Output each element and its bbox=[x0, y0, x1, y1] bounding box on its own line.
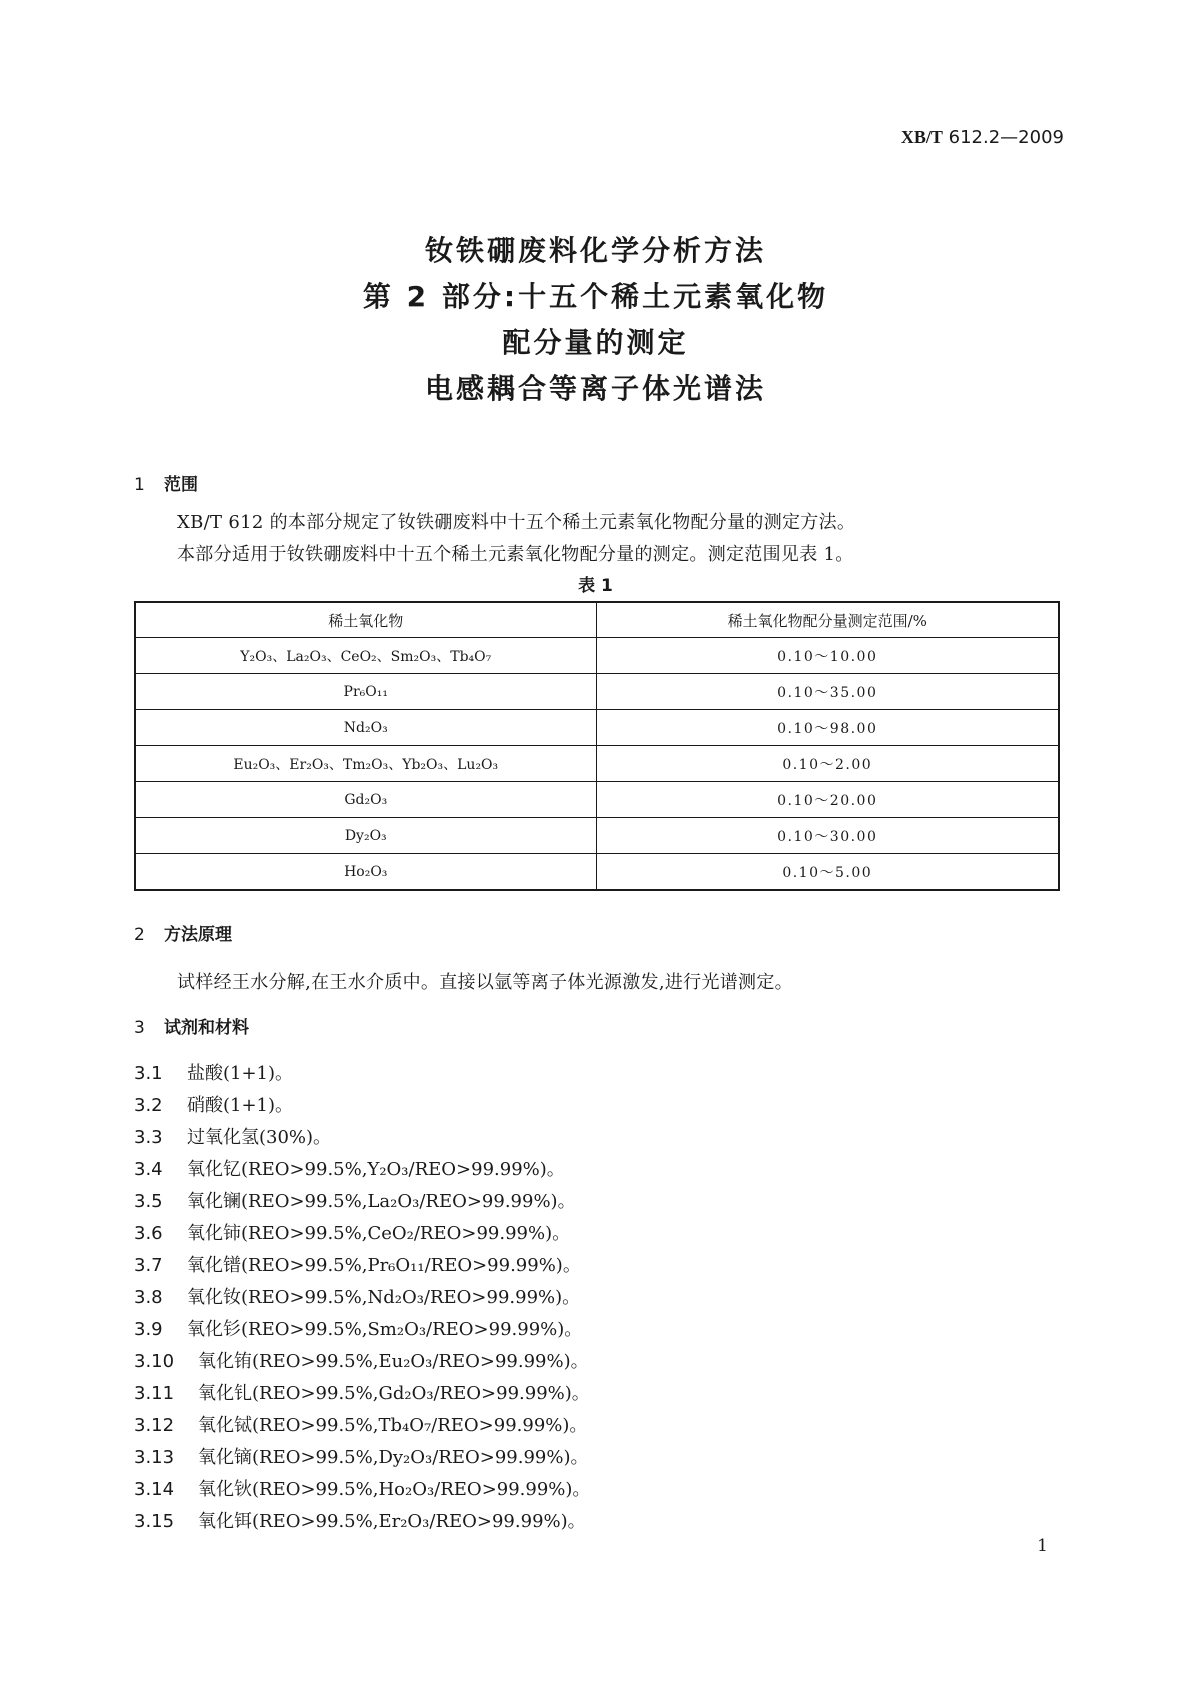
range-cell: 0.10～5.00 bbox=[596, 854, 1059, 891]
section-2-paragraph: 试样经王水分解,在王水介质中。直接以氩等离子体光源激发,进行光谱测定。 bbox=[177, 972, 793, 993]
item-number: 3.1 bbox=[134, 1063, 163, 1084]
oxide-cell: Pr₆O₁₁ bbox=[135, 674, 596, 710]
range-cell: 0.10～98.00 bbox=[596, 710, 1059, 746]
list-item bbox=[134, 1154, 590, 1186]
list-item bbox=[134, 1314, 590, 1346]
item-text: 氧化钕(REO>99.5%,Nd₂O₃/REO>99.99%)。 bbox=[187, 1287, 581, 1308]
table-header-row bbox=[135, 602, 1059, 638]
item-text: 氧化镧(REO>99.5%,La₂O₃/REO>99.99%)。 bbox=[187, 1191, 576, 1212]
section-2-heading bbox=[134, 920, 232, 945]
reagent-list bbox=[134, 1058, 590, 1538]
list-item bbox=[134, 1058, 590, 1090]
section-3-number: 3 bbox=[134, 1018, 145, 1038]
list-item bbox=[134, 1282, 590, 1314]
table-row bbox=[135, 854, 1059, 891]
list-item bbox=[134, 1410, 590, 1442]
range-cell: 0.10～35.00 bbox=[596, 674, 1059, 710]
item-number: 3.8 bbox=[134, 1287, 163, 1308]
list-item bbox=[134, 1346, 590, 1378]
section-3-title: 试剂和材料 bbox=[164, 1018, 249, 1038]
item-text: 氧化钐(REO>99.5%,Sm₂O₃/REO>99.99%)。 bbox=[187, 1319, 583, 1340]
range-cell: 0.10～10.00 bbox=[596, 638, 1059, 674]
section-2-title: 方法原理 bbox=[164, 925, 232, 945]
oxide-cell: Ho₂O₃ bbox=[135, 854, 596, 891]
range-cell: 0.10～20.00 bbox=[596, 782, 1059, 818]
oxide-cell: Nd₂O₃ bbox=[135, 710, 596, 746]
item-text: 氧化铒(REO>99.5%,Er₂O₃/REO>99.99%)。 bbox=[198, 1511, 586, 1532]
item-number: 3.3 bbox=[134, 1127, 163, 1148]
section-1-title: 范围 bbox=[164, 475, 198, 495]
item-number: 3.4 bbox=[134, 1159, 163, 1180]
title-line-3: 配分量的测定 bbox=[502, 326, 689, 359]
table-row bbox=[135, 746, 1059, 782]
item-number: 3.9 bbox=[134, 1319, 163, 1340]
item-text: 硝酸(1+1)。 bbox=[187, 1095, 294, 1116]
range-cell: 0.10～30.00 bbox=[596, 818, 1059, 854]
table-header-oxide: 稀土氧化物 bbox=[135, 602, 596, 638]
item-number: 3.15 bbox=[134, 1511, 175, 1532]
item-text: 氧化镝(REO>99.5%,Dy₂O₃/REO>99.99%)。 bbox=[198, 1447, 589, 1468]
item-text: 盐酸(1+1)。 bbox=[187, 1063, 294, 1084]
oxide-cell: Gd₂O₃ bbox=[135, 782, 596, 818]
title-line-4: 电感耦合等离子体光谱法 bbox=[424, 372, 766, 405]
item-text: 氧化铽(REO>99.5%,Tb₄O₇/REO>99.99%)。 bbox=[198, 1415, 588, 1436]
section-1-heading bbox=[134, 470, 198, 495]
item-number: 3.12 bbox=[134, 1415, 175, 1436]
page-number: 1 bbox=[1037, 1536, 1048, 1556]
list-item bbox=[134, 1442, 590, 1474]
standard-code bbox=[901, 127, 1064, 148]
table-row bbox=[135, 818, 1059, 854]
item-number: 3.7 bbox=[134, 1255, 163, 1276]
list-item bbox=[134, 1186, 590, 1218]
item-number: 3.5 bbox=[134, 1191, 163, 1212]
table-1-caption: 表 1 bbox=[578, 576, 613, 596]
oxide-cell: Dy₂O₃ bbox=[135, 818, 596, 854]
item-text: 氧化钬(REO>99.5%,Ho₂O₃/REO>99.99%)。 bbox=[198, 1479, 591, 1500]
item-number: 3.10 bbox=[134, 1351, 175, 1372]
table-row bbox=[135, 674, 1059, 710]
item-number: 3.13 bbox=[134, 1447, 175, 1468]
title-line-2: 第 2 部分:十五个稀土元素氧化物 bbox=[362, 280, 829, 313]
document-title bbox=[0, 228, 1191, 412]
item-number: 3.14 bbox=[134, 1479, 175, 1500]
list-item bbox=[134, 1122, 590, 1154]
list-item bbox=[134, 1250, 590, 1282]
oxide-cell: Y₂O₃、La₂O₃、CeO₂、Sm₂O₃、Tb₄O₇ bbox=[135, 638, 596, 674]
item-text: 氧化钇(REO>99.5%,Y₂O₃/REO>99.99%)。 bbox=[187, 1159, 565, 1180]
list-item bbox=[134, 1474, 590, 1506]
section-3-heading bbox=[134, 1013, 249, 1038]
item-text: 过氧化氢(30%)。 bbox=[187, 1127, 332, 1148]
section-1-paragraph-1: XB/T 612 的本部分规定了钕铁硼废料中十五个稀土元素氧化物配分量的测定方法。 bbox=[177, 512, 856, 533]
item-text: 氧化钆(REO>99.5%,Gd₂O₃/REO>99.99%)。 bbox=[198, 1383, 590, 1404]
list-item bbox=[134, 1218, 590, 1250]
range-cell: 0.10～2.00 bbox=[596, 746, 1059, 782]
table-header-range: 稀土氧化物配分量测定范围/% bbox=[596, 602, 1059, 638]
table-row bbox=[135, 638, 1059, 674]
item-number: 3.6 bbox=[134, 1223, 163, 1244]
list-item bbox=[134, 1378, 590, 1410]
item-number: 3.11 bbox=[134, 1383, 175, 1404]
list-item bbox=[134, 1090, 590, 1122]
item-number: 3.2 bbox=[134, 1095, 163, 1116]
table-row bbox=[135, 710, 1059, 746]
title-line-1: 钕铁硼废料化学分析方法 bbox=[424, 234, 766, 267]
section-1-paragraph-2: 本部分适用于钕铁硼废料中十五个稀土元素氧化物配分量的测定。测定范围见表 1。 bbox=[177, 544, 854, 565]
list-item bbox=[134, 1506, 590, 1538]
oxide-cell: Eu₂O₃、Er₂O₃、Tm₂O₃、Yb₂O₃、Lu₂O₃ bbox=[135, 746, 596, 782]
standard-number: 612.2—2009 bbox=[948, 127, 1064, 148]
section-1-number: 1 bbox=[134, 475, 145, 495]
item-text: 氧化铕(REO>99.5%,Eu₂O₃/REO>99.99%)。 bbox=[198, 1351, 589, 1372]
item-text: 氧化铈(REO>99.5%,CeO₂/REO>99.99%)。 bbox=[187, 1223, 571, 1244]
table-row bbox=[135, 782, 1059, 818]
standard-prefix: XB/T bbox=[900, 127, 943, 147]
section-2-number: 2 bbox=[134, 925, 145, 945]
measurement-range-table bbox=[134, 601, 1060, 891]
item-text: 氧化镨(REO>99.5%,Pr₆O₁₁/REO>99.99%)。 bbox=[187, 1255, 581, 1276]
